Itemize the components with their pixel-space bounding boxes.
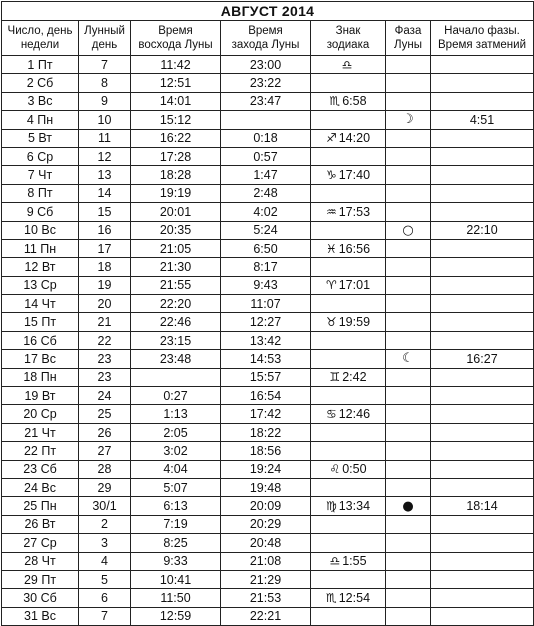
zodiac-cell <box>311 368 386 386</box>
table-row <box>2 147 534 165</box>
moonset-cell <box>221 111 311 129</box>
moonset-cell: 20:48 <box>221 534 311 552</box>
moonrise-cell: 21:05 <box>131 239 221 257</box>
zodiac-cell <box>311 515 386 533</box>
date-cell: 9 Сб <box>2 203 79 221</box>
table-row <box>2 276 534 294</box>
table-row <box>2 534 534 552</box>
zodiac-cell <box>311 239 386 257</box>
table-row <box>2 442 534 460</box>
moonset-cell: 8:17 <box>221 258 311 276</box>
moonset-cell: 0:18 <box>221 129 311 147</box>
phase-start-cell <box>431 276 534 294</box>
phase-start-cell <box>431 313 534 331</box>
lunar-day-cell: 6 <box>79 589 131 607</box>
moonrise-cell: 17:28 <box>131 147 221 165</box>
table-row <box>2 552 534 570</box>
zodiac-sign-icon: ♏ <box>325 591 337 606</box>
zodiac-time: 12:54 <box>338 591 371 606</box>
date-cell: 5 Вт <box>2 129 79 147</box>
header-moonset: Время захода Луны <box>221 21 311 56</box>
date-cell: 12 Вт <box>2 258 79 276</box>
phase-start-cell <box>431 442 534 460</box>
moon-phase-cell <box>386 258 431 276</box>
table-row <box>2 239 534 257</box>
moonrise-cell: 14:01 <box>131 92 221 110</box>
moonrise-cell: 12:51 <box>131 74 221 92</box>
lunar-day-cell: 10 <box>79 111 131 129</box>
zodiac-cell <box>311 221 386 239</box>
zodiac-time: 14:20 <box>338 131 371 146</box>
phase-start-cell <box>431 534 534 552</box>
zodiac-sign-icon: ♑ <box>325 168 337 183</box>
table-row <box>2 203 534 221</box>
date-cell: 30 Сб <box>2 589 79 607</box>
moon-phase-icon: ☽ <box>402 112 414 128</box>
moonrise-cell: 22:46 <box>131 313 221 331</box>
header-moon-phase: Фаза Луны <box>386 21 431 56</box>
lunar-day-cell: 29 <box>79 478 131 496</box>
zodiac-cell <box>311 276 386 294</box>
moonset-cell: 1:47 <box>221 166 311 184</box>
moon-phase-cell <box>386 111 431 129</box>
lunar-day-cell: 23 <box>79 350 131 368</box>
phase-start-cell <box>431 331 534 349</box>
moonset-cell: 2:48 <box>221 184 311 202</box>
moonset-cell: 16:54 <box>221 387 311 405</box>
moonrise-cell: 21:55 <box>131 276 221 294</box>
lunar-day-cell: 3 <box>79 534 131 552</box>
moon-phase-cell <box>386 350 431 368</box>
moonset-cell: 0:57 <box>221 147 311 165</box>
moon-phase-cell <box>386 239 431 257</box>
moonrise-cell: 5:07 <box>131 478 221 496</box>
moonrise-cell: 6:13 <box>131 497 221 515</box>
zodiac-time: 6:58 <box>342 94 367 109</box>
date-cell: 19 Вт <box>2 387 79 405</box>
header-date: Число, день недели <box>2 21 79 56</box>
moon-phase-cell <box>386 74 431 92</box>
moonrise-cell: 9:33 <box>131 552 221 570</box>
table-row <box>2 295 534 313</box>
moonrise-cell: 10:41 <box>131 570 221 588</box>
date-cell: 15 Пт <box>2 313 79 331</box>
lunar-day-cell: 23 <box>79 368 131 386</box>
moonset-cell: 22:21 <box>221 607 311 625</box>
lunar-day-cell: 25 <box>79 405 131 423</box>
zodiac-sign-icon: ♊ <box>329 370 341 385</box>
zodiac-time: 19:59 <box>338 315 371 330</box>
phase-start-cell <box>431 607 534 625</box>
moonset-cell: 21:53 <box>221 589 311 607</box>
table-row <box>2 74 534 92</box>
date-cell: 17 Вс <box>2 350 79 368</box>
date-cell: 22 Пт <box>2 442 79 460</box>
moon-phase-cell <box>386 497 431 515</box>
lunar-day-cell: 17 <box>79 239 131 257</box>
table-row <box>2 129 534 147</box>
table-row <box>2 478 534 496</box>
zodiac-cell <box>311 166 386 184</box>
moonrise-cell <box>131 368 221 386</box>
table-row <box>2 184 534 202</box>
zodiac-cell <box>311 74 386 92</box>
moonrise-cell: 20:01 <box>131 203 221 221</box>
zodiac-cell <box>311 387 386 405</box>
moon-phase-cell <box>386 405 431 423</box>
zodiac-time: 2:42 <box>342 370 367 385</box>
date-cell: 3 Вс <box>2 92 79 110</box>
phase-start-cell <box>431 258 534 276</box>
moonset-cell: 21:08 <box>221 552 311 570</box>
moonrise-cell: 0:27 <box>131 387 221 405</box>
zodiac-cell <box>311 258 386 276</box>
zodiac-cell <box>311 442 386 460</box>
moon-phase-cell <box>386 313 431 331</box>
phase-start-cell <box>431 570 534 588</box>
lunar-day-cell: 12 <box>79 147 131 165</box>
moon-phase-cell <box>386 56 431 74</box>
header-phase-start: Начало фазы. Время затмений <box>431 21 534 56</box>
moonset-cell: 6:50 <box>221 239 311 257</box>
phase-start-cell <box>431 203 534 221</box>
moonset-cell: 18:56 <box>221 442 311 460</box>
zodiac-sign-icon: ♈ <box>325 278 337 293</box>
moon-phase-cell <box>386 534 431 552</box>
zodiac-cell <box>311 405 386 423</box>
lunar-day-cell: 21 <box>79 313 131 331</box>
moonset-cell: 14:53 <box>221 350 311 368</box>
phase-start-cell <box>431 387 534 405</box>
phase-start-cell <box>431 478 534 496</box>
moon-phase-cell <box>386 166 431 184</box>
zodiac-cell <box>311 607 386 625</box>
date-cell: 16 Сб <box>2 331 79 349</box>
moonrise-cell: 8:25 <box>131 534 221 552</box>
moon-phase-cell <box>386 295 431 313</box>
lunar-day-cell: 7 <box>79 607 131 625</box>
zodiac-cell <box>311 111 386 129</box>
moonset-cell: 18:22 <box>221 423 311 441</box>
table-row <box>2 607 534 625</box>
header-lunar-day: Лунный день <box>79 21 131 56</box>
moonrise-cell: 1:13 <box>131 405 221 423</box>
moonrise-cell: 3:02 <box>131 442 221 460</box>
lunar-day-cell: 9 <box>79 92 131 110</box>
lunar-day-cell: 2 <box>79 515 131 533</box>
column-header-row <box>2 21 534 56</box>
zodiac-cell <box>311 295 386 313</box>
date-cell: 2 Сб <box>2 74 79 92</box>
moon-phase-cell <box>386 92 431 110</box>
lunar-day-cell: 7 <box>79 56 131 74</box>
zodiac-time: 12:46 <box>338 407 371 422</box>
moonrise-cell: 4:04 <box>131 460 221 478</box>
moon-phase-icon: ☾ <box>402 351 414 367</box>
moonrise-cell: 12:59 <box>131 607 221 625</box>
lunar-calendar-table <box>1 1 534 626</box>
table-row <box>2 570 534 588</box>
moonset-cell: 11:07 <box>221 295 311 313</box>
moonset-cell: 17:42 <box>221 405 311 423</box>
phase-start-cell <box>431 460 534 478</box>
zodiac-time: 13:34 <box>338 499 371 514</box>
header-zodiac: Знак зодиака <box>311 21 386 56</box>
lunar-day-cell: 8 <box>79 74 131 92</box>
zodiac-sign-icon: ♓ <box>325 241 337 256</box>
zodiac-sign-icon: ♉ <box>325 315 337 330</box>
moon-phase-cell <box>386 129 431 147</box>
moonset-cell: 5:24 <box>221 221 311 239</box>
moonset-cell: 23:22 <box>221 74 311 92</box>
phase-start-cell: 16:27 <box>431 350 534 368</box>
moonrise-cell: 7:19 <box>131 515 221 533</box>
moonrise-cell: 23:15 <box>131 331 221 349</box>
date-cell: 10 Вс <box>2 221 79 239</box>
date-cell: 13 Ср <box>2 276 79 294</box>
moonset-cell: 15:57 <box>221 368 311 386</box>
moon-phase-cell <box>386 184 431 202</box>
table-row <box>2 313 534 331</box>
date-cell: 7 Чт <box>2 166 79 184</box>
phase-start-cell: 22:10 <box>431 221 534 239</box>
date-cell: 6 Ср <box>2 147 79 165</box>
lunar-day-cell: 13 <box>79 166 131 184</box>
zodiac-cell <box>311 56 386 74</box>
moon-phase-cell <box>386 589 431 607</box>
zodiac-cell <box>311 350 386 368</box>
phase-start-cell <box>431 129 534 147</box>
lunar-day-cell: 26 <box>79 423 131 441</box>
phase-start-cell: 4:51 <box>431 111 534 129</box>
table-row <box>2 221 534 239</box>
zodiac-time: 0:50 <box>342 462 367 477</box>
moon-phase-cell <box>386 515 431 533</box>
zodiac-cell <box>311 129 386 147</box>
zodiac-sign-icon: ♒ <box>325 204 337 219</box>
phase-start-cell <box>431 74 534 92</box>
moon-phase-cell <box>386 607 431 625</box>
zodiac-sign-icon: ♏ <box>329 94 341 109</box>
zodiac-cell <box>311 147 386 165</box>
date-cell: 31 Вс <box>2 607 79 625</box>
lunar-day-cell: 24 <box>79 387 131 405</box>
date-cell: 8 Пт <box>2 184 79 202</box>
zodiac-cell <box>311 92 386 110</box>
table-row <box>2 368 534 386</box>
zodiac-time: 17:40 <box>338 168 371 183</box>
zodiac-cell <box>311 478 386 496</box>
date-cell: 26 Вт <box>2 515 79 533</box>
lunar-day-cell: 15 <box>79 203 131 221</box>
lunar-day-cell: 5 <box>79 570 131 588</box>
moonrise-cell: 16:22 <box>131 129 221 147</box>
moon-phase-cell <box>386 331 431 349</box>
zodiac-cell <box>311 423 386 441</box>
phase-start-cell <box>431 515 534 533</box>
table-row <box>2 423 534 441</box>
date-cell: 11 Пн <box>2 239 79 257</box>
phase-start-cell <box>431 368 534 386</box>
moonrise-cell: 11:50 <box>131 589 221 607</box>
table-row <box>2 460 534 478</box>
moonrise-cell: 2:05 <box>131 423 221 441</box>
zodiac-cell <box>311 534 386 552</box>
moonset-cell: 21:29 <box>221 570 311 588</box>
moon-phase-cell <box>386 570 431 588</box>
lunar-day-cell: 20 <box>79 295 131 313</box>
zodiac-cell <box>311 460 386 478</box>
moon-phase-icon: ● <box>402 498 414 514</box>
moonrise-cell: 19:19 <box>131 184 221 202</box>
table-row <box>2 331 534 349</box>
phase-start-cell <box>431 92 534 110</box>
date-cell: 28 Чт <box>2 552 79 570</box>
moonrise-cell: 23:48 <box>131 350 221 368</box>
zodiac-sign-icon: ♌ <box>329 462 341 477</box>
moonset-cell: 23:47 <box>221 92 311 110</box>
lunar-day-cell: 16 <box>79 221 131 239</box>
date-cell: 14 Чт <box>2 295 79 313</box>
date-cell: 18 Пн <box>2 368 79 386</box>
phase-start-cell <box>431 147 534 165</box>
phase-start-cell <box>431 589 534 607</box>
lunar-day-cell: 30/1 <box>79 497 131 515</box>
moon-phase-cell <box>386 368 431 386</box>
moon-phase-cell <box>386 460 431 478</box>
date-cell: 27 Ср <box>2 534 79 552</box>
moonset-cell: 20:09 <box>221 497 311 515</box>
zodiac-cell <box>311 203 386 221</box>
lunar-calendar <box>1 1 533 626</box>
table-row <box>2 387 534 405</box>
phase-start-cell <box>431 239 534 257</box>
moon-phase-cell <box>386 442 431 460</box>
moonrise-cell: 21:30 <box>131 258 221 276</box>
moonset-cell: 9:43 <box>221 276 311 294</box>
date-cell: 29 Пт <box>2 570 79 588</box>
moonrise-cell: 22:20 <box>131 295 221 313</box>
phase-start-cell <box>431 552 534 570</box>
lunar-day-cell: 19 <box>79 276 131 294</box>
table-row <box>2 166 534 184</box>
phase-start-cell <box>431 184 534 202</box>
date-cell: 25 Пн <box>2 497 79 515</box>
phase-start-cell <box>431 56 534 74</box>
moonset-cell: 12:27 <box>221 313 311 331</box>
date-cell: 20 Ср <box>2 405 79 423</box>
table-row <box>2 497 534 515</box>
lunar-day-cell: 18 <box>79 258 131 276</box>
date-cell: 1 Пт <box>2 56 79 74</box>
table-row <box>2 92 534 110</box>
lunar-day-cell: 14 <box>79 184 131 202</box>
phase-start-cell <box>431 295 534 313</box>
moon-phase-icon: ○ <box>402 222 414 238</box>
zodiac-sign-icon: ♎ <box>329 554 341 569</box>
zodiac-cell <box>311 552 386 570</box>
zodiac-cell <box>311 313 386 331</box>
moonrise-cell: 20:35 <box>131 221 221 239</box>
lunar-day-cell: 28 <box>79 460 131 478</box>
moonset-cell: 23:00 <box>221 56 311 74</box>
table-title: АВГУСТ 2014 <box>2 2 534 21</box>
table-row <box>2 515 534 533</box>
moonset-cell: 13:42 <box>221 331 311 349</box>
moon-phase-cell <box>386 423 431 441</box>
date-cell: 23 Сб <box>2 460 79 478</box>
header-moonrise: Время восхода Луны <box>131 21 221 56</box>
table-row <box>2 56 534 74</box>
moon-phase-cell <box>386 221 431 239</box>
zodiac-time: 17:01 <box>338 278 371 293</box>
zodiac-sign-icon: ♎ <box>341 57 353 72</box>
zodiac-cell <box>311 589 386 607</box>
moon-phase-cell <box>386 276 431 294</box>
phase-start-cell <box>431 405 534 423</box>
zodiac-sign-icon: ♍ <box>325 499 337 514</box>
moon-phase-cell <box>386 552 431 570</box>
zodiac-sign-icon: ♐ <box>325 131 337 146</box>
table-row <box>2 111 534 129</box>
date-cell: 21 Чт <box>2 423 79 441</box>
zodiac-cell <box>311 184 386 202</box>
date-cell: 24 Вс <box>2 478 79 496</box>
zodiac-cell <box>311 497 386 515</box>
moonset-cell: 19:48 <box>221 478 311 496</box>
phase-start-cell <box>431 166 534 184</box>
moon-phase-cell <box>386 203 431 221</box>
moonrise-cell: 18:28 <box>131 166 221 184</box>
moonrise-cell: 11:42 <box>131 56 221 74</box>
table-row <box>2 350 534 368</box>
zodiac-time: 1:55 <box>342 554 367 569</box>
phase-start-cell <box>431 423 534 441</box>
moon-phase-cell <box>386 478 431 496</box>
moon-phase-cell <box>386 387 431 405</box>
moonset-cell: 20:29 <box>221 515 311 533</box>
phase-start-cell: 18:14 <box>431 497 534 515</box>
moonset-cell: 4:02 <box>221 203 311 221</box>
moonset-cell: 19:24 <box>221 460 311 478</box>
table-row <box>2 405 534 423</box>
zodiac-cell <box>311 570 386 588</box>
lunar-day-cell: 22 <box>79 331 131 349</box>
lunar-day-cell: 27 <box>79 442 131 460</box>
table-row <box>2 258 534 276</box>
moon-phase-cell <box>386 147 431 165</box>
zodiac-sign-icon: ♋ <box>325 407 337 422</box>
lunar-day-cell: 4 <box>79 552 131 570</box>
lunar-day-cell: 11 <box>79 129 131 147</box>
zodiac-time: 16:56 <box>338 241 371 256</box>
zodiac-time: 17:53 <box>338 204 371 219</box>
moonrise-cell: 15:12 <box>131 111 221 129</box>
zodiac-cell <box>311 331 386 349</box>
table-row <box>2 589 534 607</box>
date-cell: 4 Пн <box>2 111 79 129</box>
